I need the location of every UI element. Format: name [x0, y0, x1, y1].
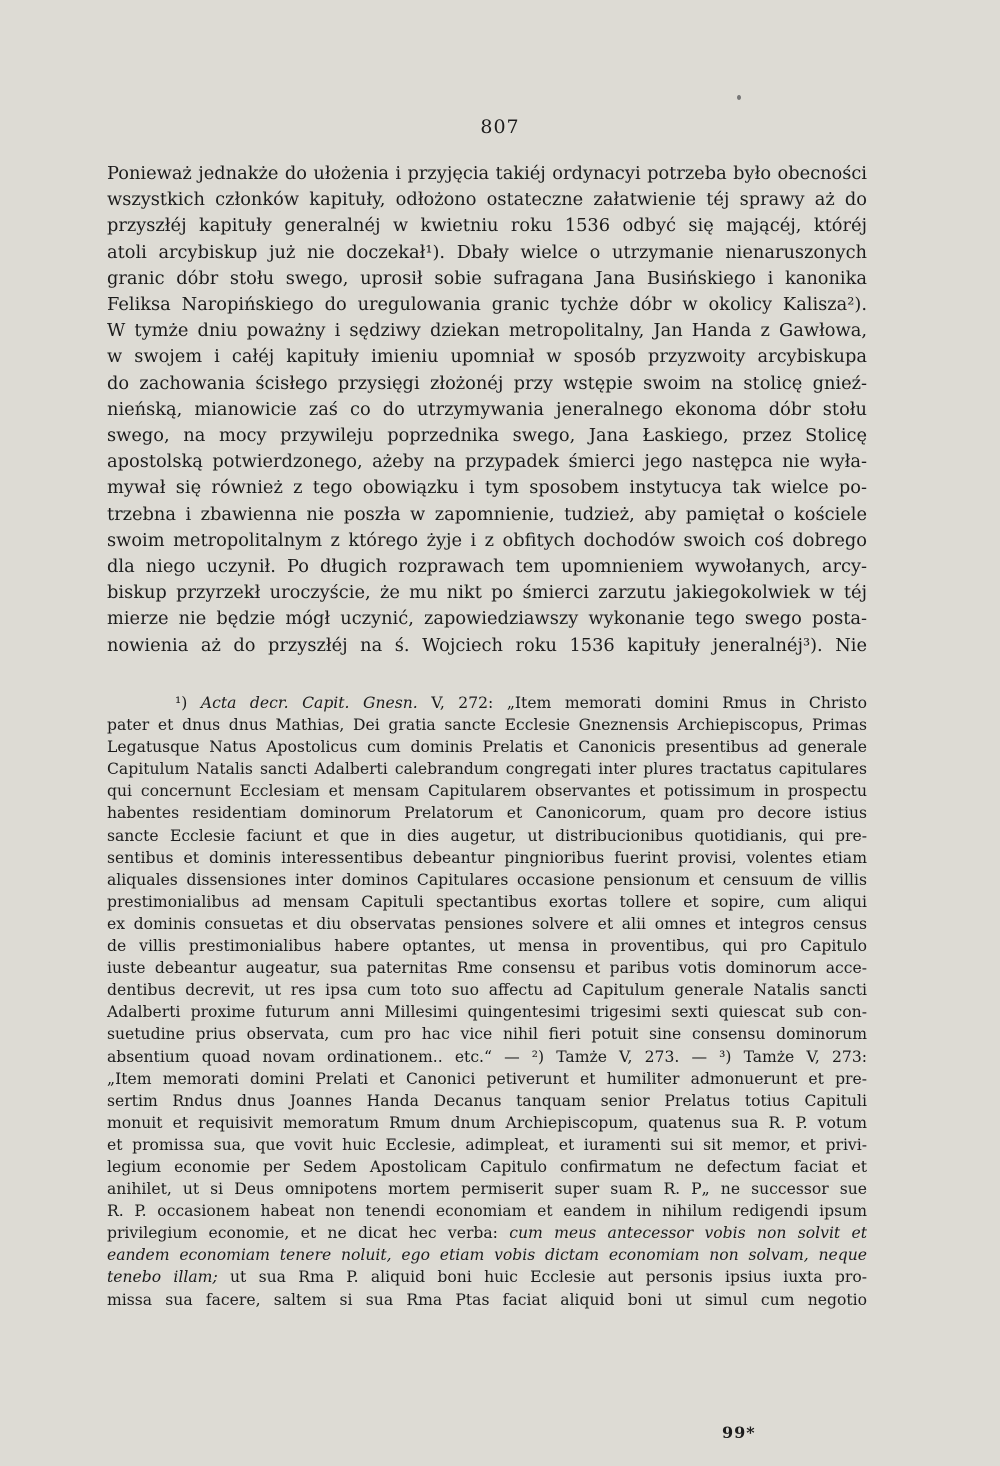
footnotes	[107, 692, 867, 1311]
footnote-text: V, 272: „Item memorati domini Rmus in Christo	[431, 694, 867, 712]
footnote-line: Adalberti proxime futurum anni Millesimi quingentesimi trigesimi sexti quiescat sub con-	[107, 1003, 867, 1022]
footnote-line: monuit et requisivit memoratum Rmum dnum Archiepiscopum, quatenus sua R. P. votum	[107, 1113, 867, 1132]
footnote-marker: ¹)	[175, 694, 188, 712]
footnote-line: sentibus et dominis interessentibus debeantur pingnioribus fuerint provisi, volentes etiam	[107, 848, 867, 867]
text-line: atoli arcybiskup już nie doczekał¹). Dbały wielce o utrzymanie nienaruszonych	[107, 241, 867, 263]
footnote-line: legium economie per Sedem Apostolicam Capitulo confirmatum ne defectum faciat et	[107, 1157, 867, 1176]
footnote-line	[107, 1222, 867, 1244]
text-line: wszystkich członków kapituły, odłożono ostateczne załatwienie téj sprawy aż do	[107, 189, 867, 211]
text-line: W tymże dniu poważny i sędziwy dziekan metropolitalny, Jan Handa z Gawłowa,	[107, 320, 867, 342]
text-line: Feliksa Naropińskiego do uregulowania granic tychże dóbr w okolicy Kalisza²).	[107, 294, 867, 316]
footnote-line: sancte Ecclesie faciunt et que in dies augetur, ut distribucionibus quotidianis, qui pre-	[107, 826, 867, 845]
text-line: Ponieważ jednakże do ułożenia i przyjęcia takiéj ordynacyi potrzeba było obecności	[107, 163, 867, 184]
footnote-line: suetudine prius observata, cum pro hac vice nihil fieri potuit sine consensu dominorum	[107, 1025, 867, 1044]
footnote-text: privilegium economie, et ne dicat hec verba:	[107, 1224, 498, 1243]
footnote-line: de villis prestimonialibus habere optantes, ut mensa in proventibus, qui pro Capitulo	[107, 937, 867, 956]
footnote-quote: cum meus antecessor vobis non solvit et	[509, 1224, 868, 1243]
text-line: dla niego uczynił. Po długich rozprawach tem upomnieniem wywołanych, arcy-	[107, 556, 867, 578]
footnote-line: sertim Rndus dnus Joannes Handa Decanus tanquam senior Prelatus totius Capituli	[107, 1091, 867, 1110]
footnote-line: Capitulum Natalis sancti Adalberti calebrandum congregati inter plures tractatus capitulares	[107, 760, 867, 779]
main-text	[107, 161, 867, 659]
footnote-line	[107, 1266, 867, 1288]
text-line: w swojem i całéj kapituły imieniu upomniał w sposób przyzwoity arcybiskupa	[107, 346, 867, 368]
footnote-line: pater et dnus dnus Mathias, Dei gratia sancte Ecclesie Gneznensis Archiepiscopus, Primas	[107, 716, 867, 735]
text-line: mierze nie będzie mógł uczynić, zapowiedziawszy wykonanie tego swego posta-	[107, 608, 867, 630]
footnote-source: Acta decr. Capit. Gnesn.	[200, 694, 418, 712]
footnote-line: et promissa sua, que vovit huic Ecclesie, adimpleat, et iuramenti sui sit memor, et privi-	[107, 1135, 867, 1154]
footnote-line: ex dominis consuetas et diu observatas pensiones solvere et alii omnes et integros census	[107, 914, 867, 933]
text-line: trzebna i zbawienna nie poszła w zapomnienie, tudzież, aby pamiętał o kościele	[107, 503, 867, 525]
text-line: biskup przyrzekł uroczyście, że mu nikt po śmierci zarzutu jakiegokolwiek w téj	[107, 582, 867, 604]
footnote-line: iuste debeantur augeatur, sua paternitas Rme consensu et paribus votis dominorum acce-	[107, 959, 867, 978]
footnote-text: ut sua Rma P. aliquid boni huic Ecclesie aut personis ipsius iuxta pro-	[230, 1268, 867, 1287]
text-line: swoim metropolitalnym z którego żyje i z obfitych dochodów swoich coś dobrego	[107, 529, 867, 551]
footnote-line: absentium quoad novam ordinationem.. etc.“ — ²) Tamże V, 273. — ³) Tamże V, 273:	[107, 1047, 867, 1066]
text-line: przyszłéj kapituły generalnéj w kwietniu roku 1536 odbyć się mającéj, któréj	[107, 215, 867, 237]
footnote-line: habentes residentiam dominorum Prelatorum et Canonicorum, quam pro decore istius	[107, 804, 867, 823]
footnote-line: R. P. occasionem habeat non tenendi economiam et eandem in nihilum redigendi ipsum	[107, 1202, 867, 1221]
footnote-line	[107, 692, 867, 714]
signature-mark: 99*	[722, 1423, 756, 1442]
footnote-line: anihilet, ut si Deus omnipotens mortem permiserit super suam R. P„ ne successor sue	[107, 1180, 867, 1199]
footnote-line: aliquales dissensiones inter dominos Capitulares occasione pensionum et censuum de villis	[107, 870, 867, 889]
text-line: swego, na mocy przywileju poprzednika swego, Jana Łaskiego, przez Stolicę	[107, 425, 867, 447]
text-line: apostolską potwierdzonego, ażeby na przypadek śmierci jego następca nie wyła-	[107, 451, 867, 473]
page-number: 807	[480, 116, 520, 138]
text-line: nieńską, mianowicie zaś co do utrzymywania jeneralnego ekonoma dóbr stołu	[107, 398, 867, 420]
footnote-line: eandem economiam tenere noluit, ego etiam vobis dictam economiam non solvam, neque	[107, 1246, 867, 1265]
footnote-line: prestimonialibus ad mensam Capituli spectantibus exortas tollere et sopire, cum aliqui	[107, 892, 867, 911]
text-line: mywał się również z tego obowiązku i tym sposobem instytucya tak wielce po-	[107, 477, 867, 499]
text-line: granic dóbr stołu swego, uprosił sobie sufragana Jana Busińskiego i kanonika	[107, 267, 867, 289]
footnote-line: qui concernunt Ecclesiam et mensam Capitularem observantes et potissimum in prospectu	[107, 782, 867, 801]
text-line: do zachowania ścisłego przysięgi złożonéj przy wstępie swoim na stolicę gnieź-	[107, 372, 867, 394]
paper-speck	[737, 95, 741, 100]
footnote-line: Legatusque Natus Apostolicus cum dominis Prelatis et Canonicis presentibus ad generale	[107, 738, 867, 757]
text-line: nowienia aż do przyszłéj na ś. Wojciech roku 1536 kapituły jeneralnéj³). Nie	[107, 634, 867, 656]
footnote-line: missa sua facere, saltem si sua Rma Ptas faciat aliquid boni ut simul cum negotio	[107, 1290, 867, 1309]
footnote-line: dentibus decrevit, ut res ipsa cum toto suo affectu ad Capitulum generale Natalis sancti	[107, 981, 867, 1000]
footnote-quote: tenebo illam;	[107, 1268, 218, 1287]
footnote-line: „Item memorati domini Prelati et Canonici petiverunt et humiliter admonuerunt et pre-	[107, 1069, 867, 1088]
